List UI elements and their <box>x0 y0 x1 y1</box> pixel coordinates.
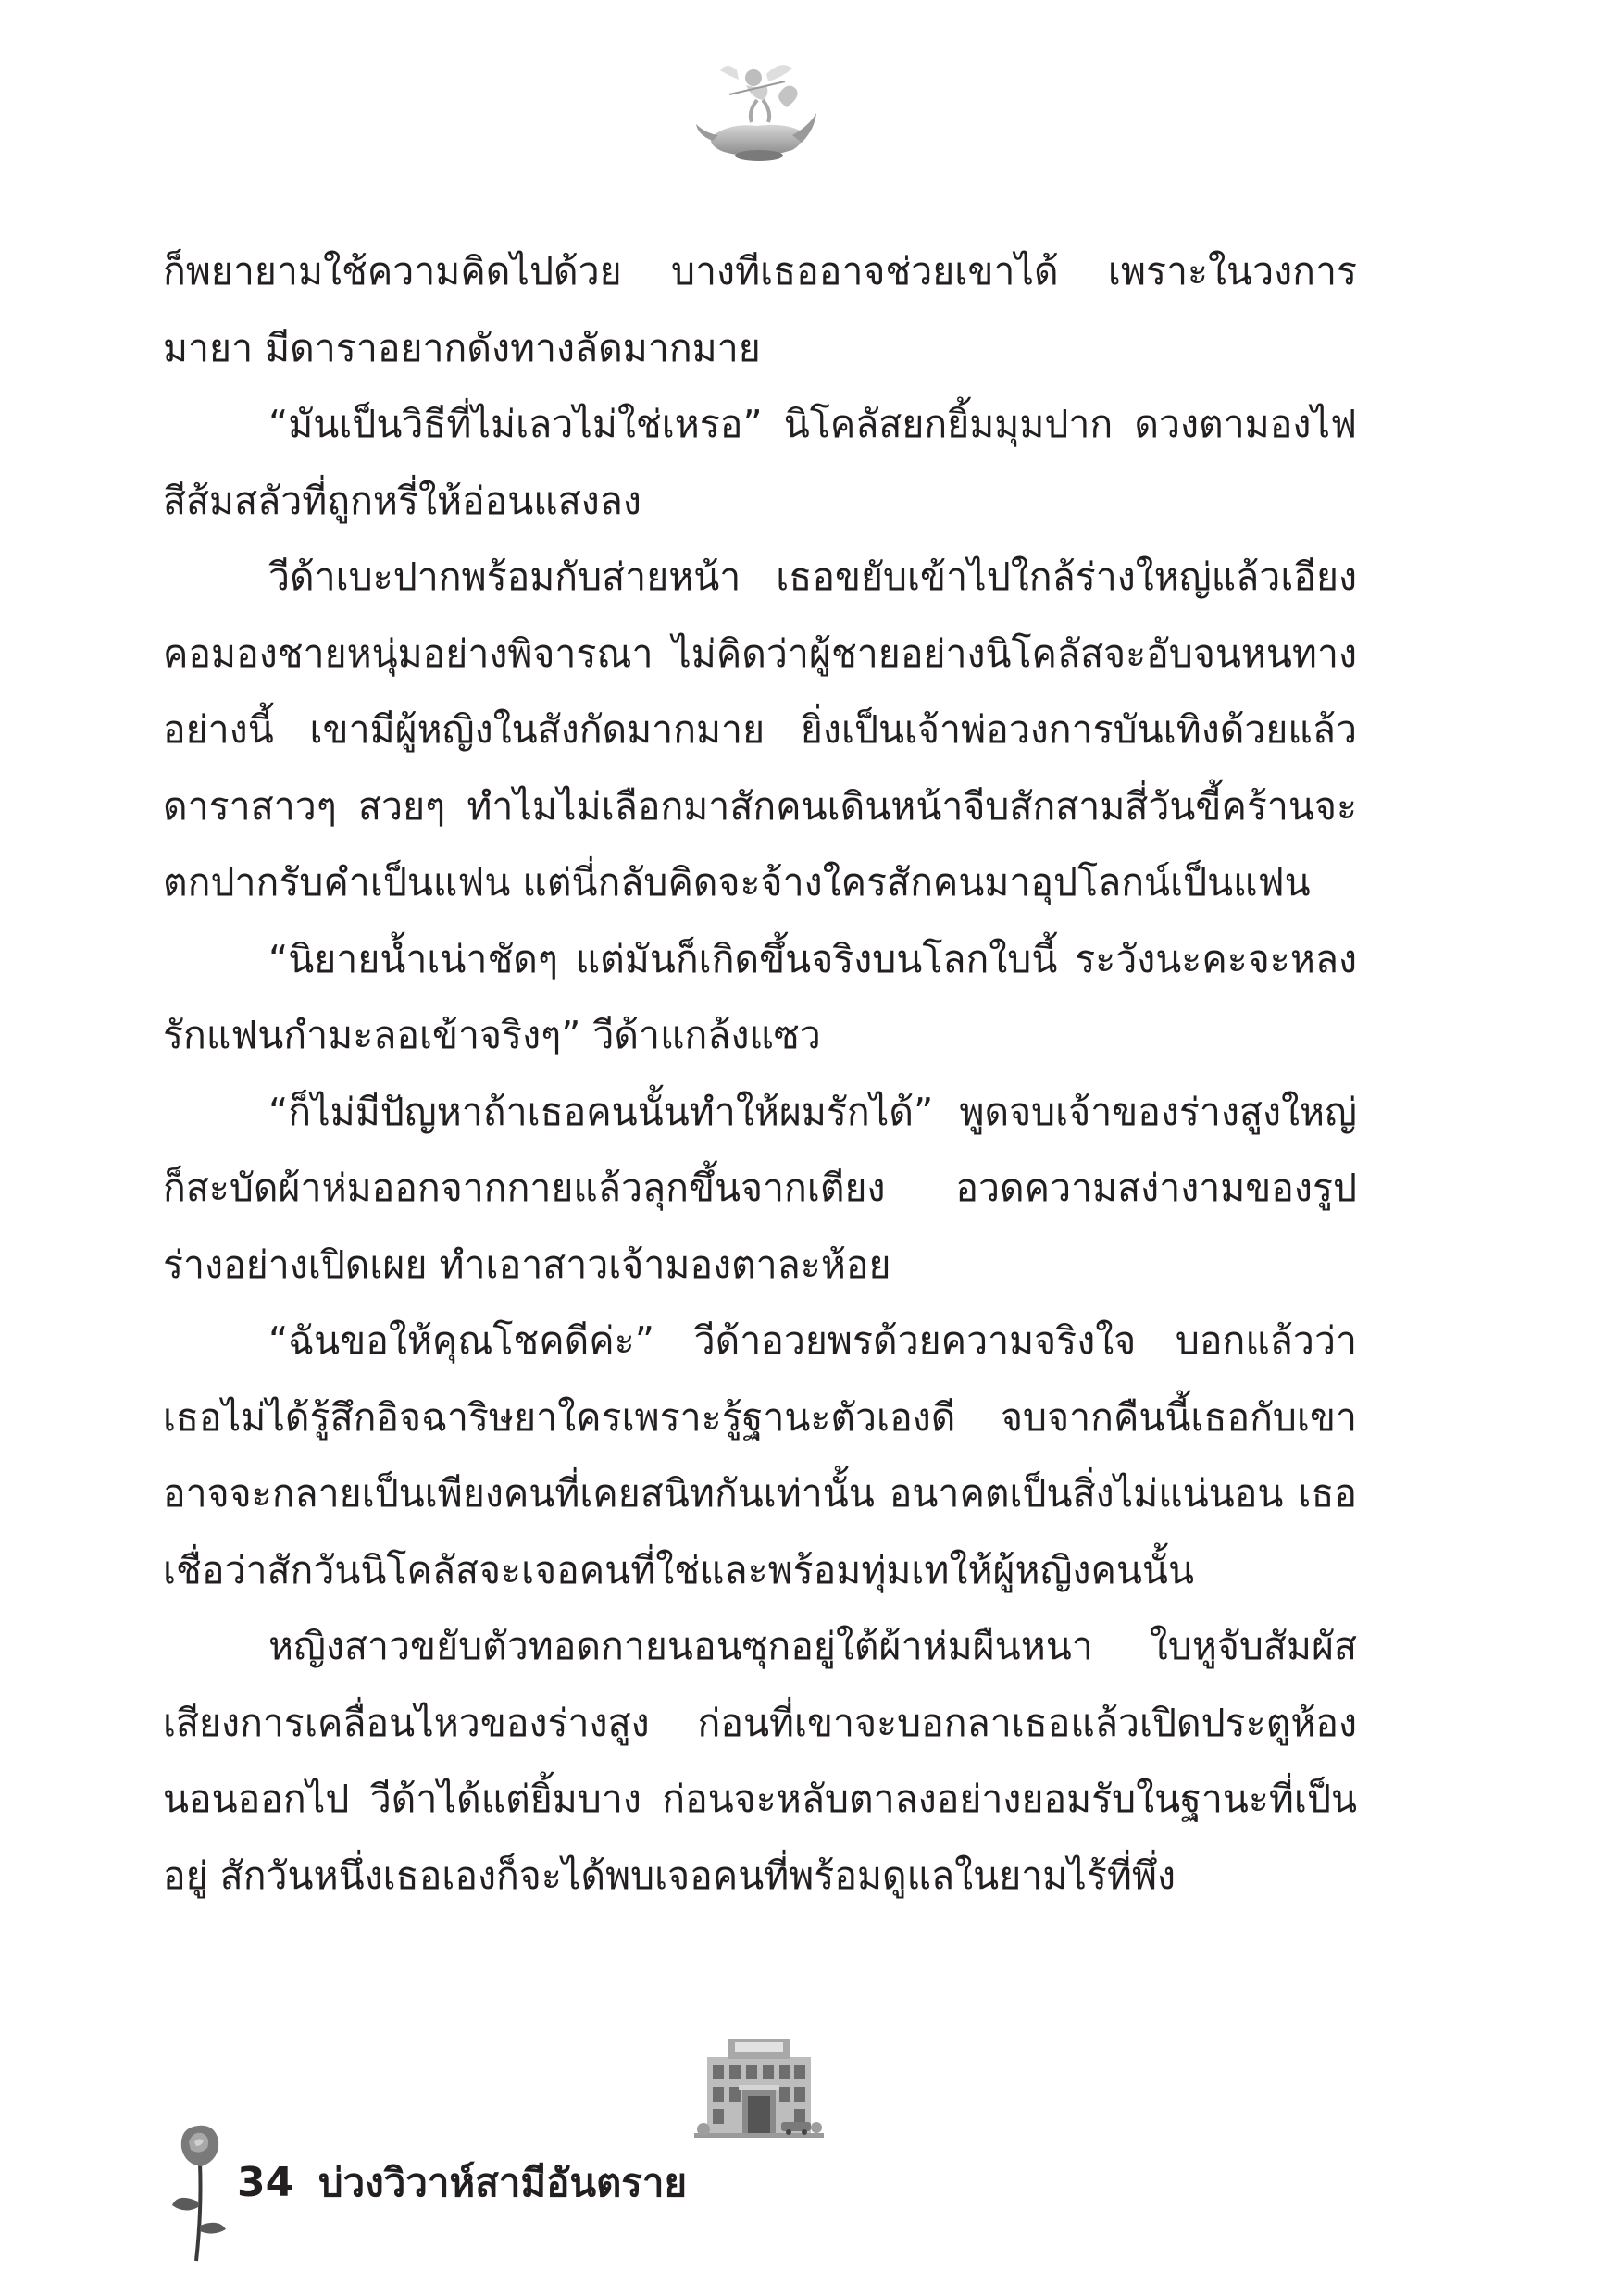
book-title: บ่วงวิวาห์สามีอันตราย <box>318 2160 688 2205</box>
paragraph-5: “ก็ไม่มีปัญหาถ้าเธอคนนั้นทำให้ผมรักได้” พูดจบเจ้าของร่างสูงใหญ่ก็สะบัดผ้าห่มออกจากกายแล้วลุกขึ้นจากเตียง อวดความสง่างามของรูปร่างอย่างเปิดเผย ทำเอาสาวเจ้ามองตาละห้อย <box>163 1089 1357 1287</box>
paragraph-2: “มันเป็นวิธีที่ไม่เลวไม่ใช่เหรอ” นิโคลัสยกยิ้มมุมปาก ดวงตามองไฟสีส้มสลัวที่ถูกหรี่ให้อ่อนแสงลง <box>163 402 1357 523</box>
page-number: 34 <box>237 2159 294 2206</box>
page-footer <box>165 2118 813 2266</box>
paragraph-4: “นิยายน้ำเน่าชัดๆ แต่มันก็เกิดขึ้นจริงบนโลกใบนี้ ระวังนะคะจะหลงรักแฟนกำมะลอเข้าจริงๆ” วีด้าแกล้งแซว <box>163 936 1357 1057</box>
rose-icon <box>165 2118 239 2266</box>
cupid-lamp-ornament-icon <box>692 57 822 168</box>
paragraph-1: ก็พยายามใช้ความคิดไปด้วย บางทีเธออาจช่วยเขาได้ เพราะในวงการมายา มีดาราอยากดังทางลัดมากมาย <box>163 249 1357 370</box>
paragraph-7: หญิงสาวขยับตัวทอดกายนอนซุกอยู่ใต้ผ้าห่มผืนหนา ใบหูจับสัมผัสเสียงการเคลื่อนไหวของร่างสูง ก่อนที่เขาจะบอกลาเธอแล้วเปิดประตูห้องนอนออกไป วีด้าได้แต่ยิ้มบาง ก่อนจะหลับตาลงอย่างยอมรับในฐานะที่เป็นอยู่ สักวันหนึ่งเธอเองก็จะได้พบเจอคนที่พร้อมดูแลในยามไร้ที่พึ่ง <box>163 1624 1357 1898</box>
paragraph-3: วีด้าเบะปากพร้อมกับส่ายหน้า เธอขยับเข้าไปใกล้ร่างใหญ่แล้วเอียงคอมองชายหนุ่มอย่างพิจารณา ไม่คิดว่าผู้ชายอย่างนิโคลัสจะอับจนหนทางอย่างนี้ เขามีผู้หญิงในสังกัดมากมาย ยิ่งเป็นเจ้าพ่อวงการบันเทิงด้วยแล้ว ดาราสาวๆ สวยๆ ทำไมไม่เลือกมาสักคนเดินหน้าจีบสักสามสี่วันขี้คร้านจะตกปากรับคำเป็นแฟน แต่นี่กลับคิดจะจ้างใครสักคนมาอุปโลกน์เป็นแฟน <box>163 555 1357 905</box>
body-text <box>163 233 1357 1914</box>
paragraph-6: “ฉันขอให้คุณโชคดีค่ะ” วีด้าอวยพรด้วยความจริงใจ บอกแล้วว่าเธอไม่ได้รู้สึกอิจฉาริษยาใครเพราะรู้ฐานะตัวเองดี จบจากคืนนี้เธอกับเขาอาจจะกลายเป็นเพียงคนที่เคยสนิทกันเท่านั้น อนาคตเป็นสิ่งไม่แน่นอน เธอเชื่อว่าสักวันนิโคลัสจะเจอคนที่ใช่และพร้อมทุ่มเทให้ผู้หญิงคนนั้น <box>163 1318 1357 1592</box>
